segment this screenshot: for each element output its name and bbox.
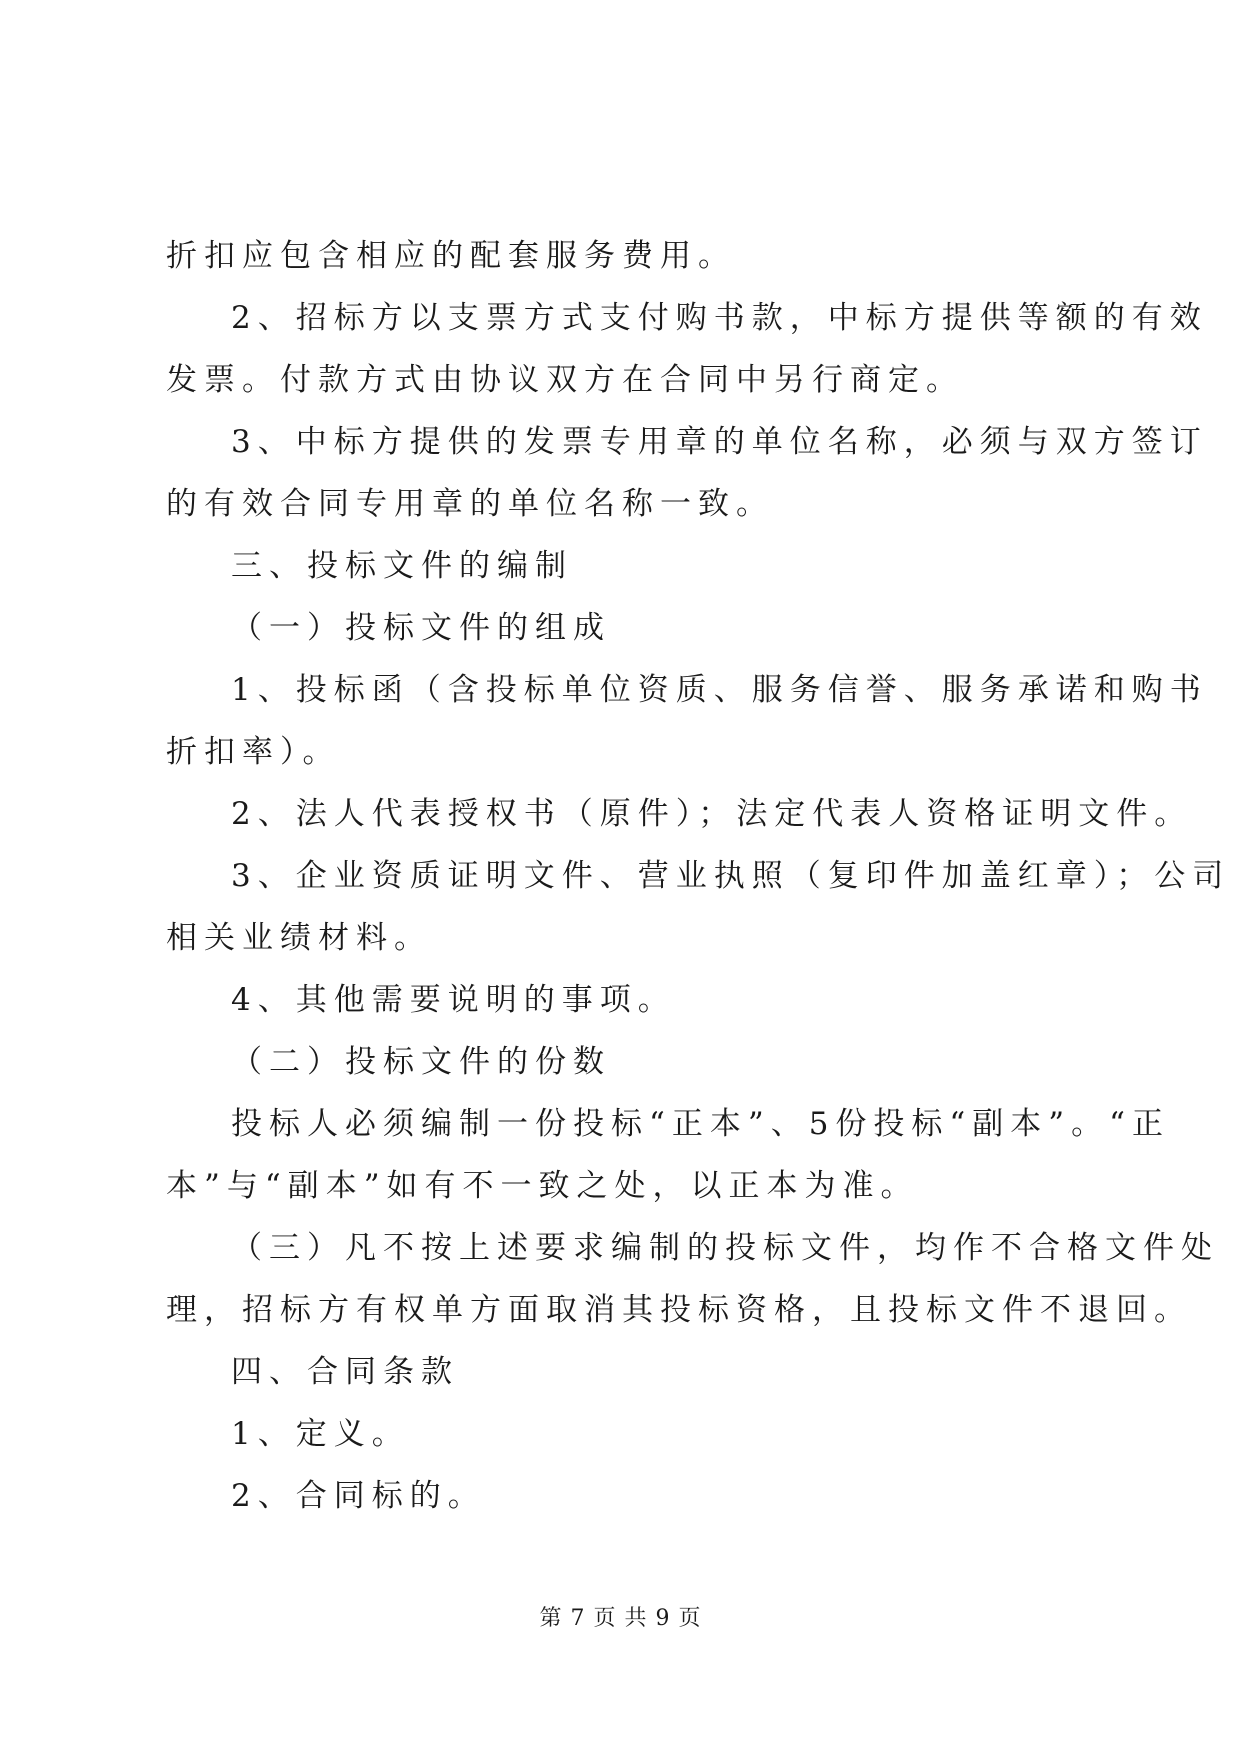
text-line: 1、投标函（含投标单位资质、服务信誉、服务承诺和购书 bbox=[231, 672, 1208, 708]
text-line: 发票。付款方式由协议双方在合同中另行商定。 bbox=[166, 362, 964, 398]
text-line: 相关业绩材料。 bbox=[166, 920, 432, 956]
text-line: 的有效合同专用章的单位名称一致。 bbox=[166, 486, 774, 522]
text-line: 本”与“副本”如有不一致之处，以正本为准。 bbox=[166, 1168, 919, 1204]
page-footer: 第 7 页 共 9 页 bbox=[539, 1606, 702, 1631]
text-line: 2、法人代表授权书（原件）；法定代表人资格证明文件。 bbox=[231, 796, 1193, 832]
text-line: 3、企业资质证明文件、营业执照（复印件加盖红章）；公司 bbox=[231, 858, 1231, 894]
text-line: 折扣应包含相应的配套服务费用。 bbox=[166, 238, 736, 274]
text-line: （三）凡不按上述要求编制的投标文件，均作不合格文件处 bbox=[231, 1230, 1219, 1266]
text-line: 折扣率）。 bbox=[166, 734, 341, 770]
subsection-heading: （一）投标文件的组成 bbox=[231, 610, 611, 646]
text-line: 4、其他需要说明的事项。 bbox=[231, 982, 676, 1018]
text-line: 2、招标方以支票方式支付购书款，中标方提供等额的有效 bbox=[231, 300, 1208, 336]
section-heading: 四、合同条款 bbox=[231, 1354, 459, 1390]
text-line: 1、定义。 bbox=[231, 1416, 410, 1452]
text-line: 3、中标方提供的发票专用章的单位名称，必须与双方签订 bbox=[231, 424, 1208, 460]
text-line: 投标人必须编制一份投标“正本”、5份投标“副本”。“正 bbox=[231, 1106, 1170, 1142]
subsection-heading: （二）投标文件的份数 bbox=[231, 1044, 611, 1080]
text-line: 理，招标方有权单方面取消其投标资格，且投标文件不退回。 bbox=[166, 1292, 1192, 1328]
section-heading: 三、投标文件的编制 bbox=[231, 548, 573, 584]
text-line: 2、合同标的。 bbox=[231, 1478, 486, 1514]
